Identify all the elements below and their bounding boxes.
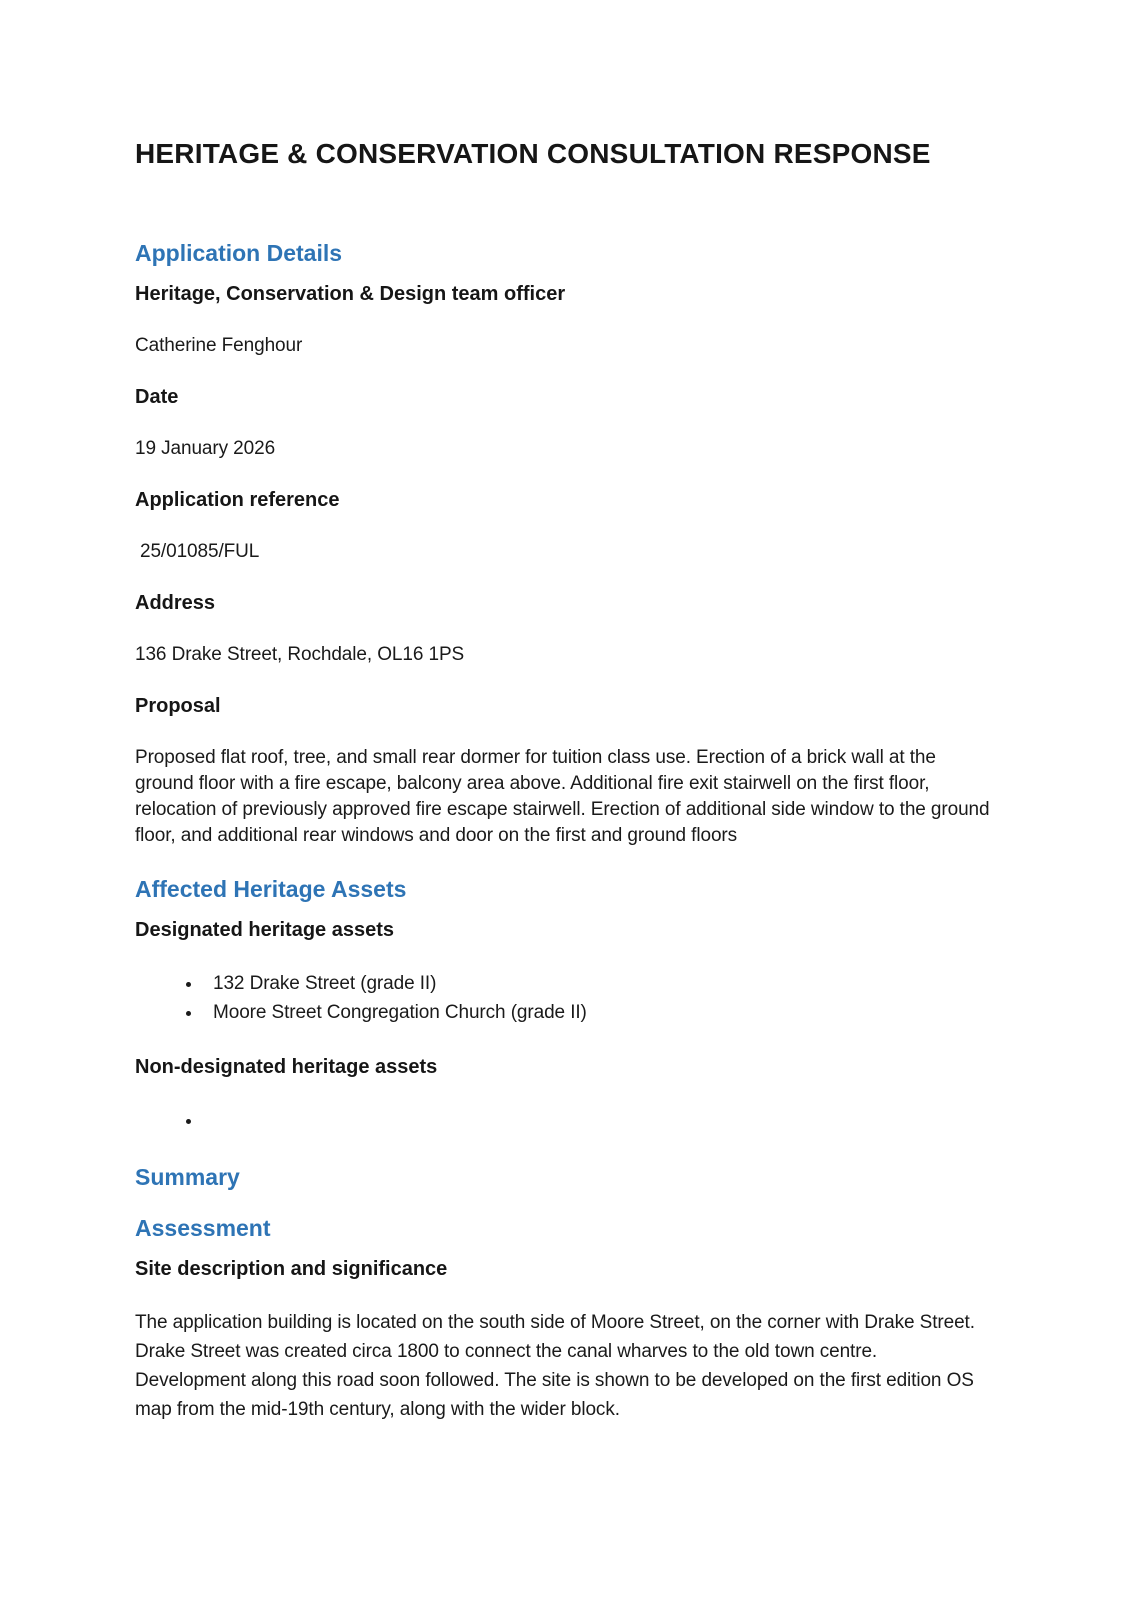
section-assessment — [135, 1215, 991, 1424]
application-reference-label: Application reference — [135, 489, 340, 511]
site-description-text: The application building is located on the south side of Moore Street, on the corner with Drake Street. Drake Street was created circa 1800 to connect the canal wharves to the old town centre. Development along this road soon followed. The site is shown to be developed on the first edition OS map from the mid-19th century, along with the wider block. — [135, 1312, 975, 1420]
proposal-text: Proposed flat roof, tree, and small rear dormer for tuition class use. Erection of a brick wall at the ground floor with a fire escape, balcony area above. Additional fire exit stairwell on the first floor, relocation of previously approved fire escape stairwell. Erection of additional side window to the ground floor, and additional rear windows and door on the first and ground floors — [135, 747, 990, 846]
list-item: • 132 Drake Street (grade II) — [203, 969, 991, 998]
officer-name: Catherine Fenghour — [135, 335, 303, 356]
application-details-heading: Application Details — [135, 240, 343, 266]
date-value: 19 January 2026 — [135, 438, 276, 459]
list-item — [203, 1106, 991, 1135]
address-label: Address — [135, 592, 216, 614]
designated-assets-label: Designated heritage assets — [135, 919, 394, 941]
summary-heading: Summary — [135, 1164, 240, 1190]
proposal-label: Proposal — [135, 695, 221, 717]
document-title: HERITAGE & CONSERVATION CONSULTATION RESPONSE — [135, 138, 931, 169]
non-designated-assets-label: Non-designated heritage assets — [135, 1056, 438, 1078]
application-reference-value: 25/01085/FUL — [140, 541, 260, 562]
designated-assets-list — [135, 969, 991, 1027]
non-designated-assets-list — [135, 1106, 991, 1135]
section-affected-heritage-assets — [135, 876, 991, 1135]
affected-heritage-assets-heading: Affected Heritage Assets — [135, 876, 407, 902]
address-value: 136 Drake Street, Rochdale, OL16 1PS — [135, 644, 465, 665]
list-item: • Moore Street Congregation Church (grade II) — [203, 998, 991, 1027]
officer-label: Heritage, Conservation & Design team officer — [135, 283, 566, 305]
assessment-heading: Assessment — [135, 1215, 271, 1241]
section-summary — [135, 1164, 991, 1191]
section-application-details — [135, 240, 991, 849]
site-description-label: Site description and significance — [135, 1258, 448, 1280]
date-label: Date — [135, 386, 179, 408]
